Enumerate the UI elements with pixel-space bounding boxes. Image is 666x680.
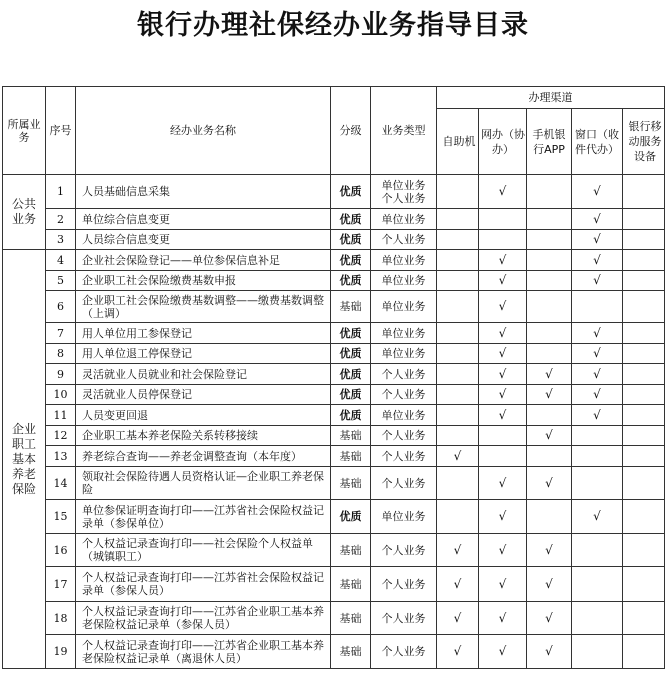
table-row [3,426,665,446]
seq-cell: 18 [46,602,76,635]
channel-2-cell [479,467,527,500]
service-name-cell: 人员基础信息采集 [76,175,331,209]
channel-2-cell [479,635,527,669]
channel-3-cell [527,271,572,291]
seq-cell: 4 [46,250,76,271]
channel-1-cell [437,635,479,669]
header-level: 分级 [331,87,371,175]
type-cell: 个人业务 [371,364,437,385]
channel-4-cell [572,323,623,344]
channel-1-cell [437,500,479,534]
table-row [3,344,665,364]
channel-1-cell [437,364,479,385]
seq-cell: 11 [46,405,76,426]
type-cell: 个人业务 [371,446,437,467]
service-name-cell: 个人权益记录查询打印——社会保险个人权益单（城镇职工） [76,534,331,567]
check-mark-icon: √ [498,366,507,381]
check-mark-icon: √ [498,407,507,422]
header-type: 业务类型 [371,87,437,175]
table-row [3,175,665,209]
level-cell: 优质 [331,323,371,344]
check-mark-icon: √ [593,407,601,422]
check-mark-icon: √ [593,346,601,360]
channel-5-cell [623,567,665,602]
check-mark-icon: √ [593,325,601,340]
level-cell: 优质 [331,385,371,405]
channel-3-cell [527,323,572,344]
type-cell: 单位业务 [371,405,437,426]
table-row [3,230,665,250]
check-mark-icon: √ [593,232,601,246]
check-mark-icon: √ [453,542,462,557]
seq-cell: 1 [46,175,76,209]
channel-5-cell [623,175,665,209]
channel-5-cell [623,291,665,323]
channel-3-cell [527,175,572,209]
channel-1-cell [437,271,479,291]
check-mark-icon: √ [498,542,507,557]
check-mark-icon: √ [498,325,507,340]
channel-3-cell [527,344,572,364]
channel-5-cell [623,230,665,250]
channel-5-cell [623,405,665,426]
type-cell: 个人业务 [371,467,437,500]
service-name-cell: 人员综合信息变更 [76,230,331,250]
channel-3-cell [527,364,572,385]
channel-5-cell [623,426,665,446]
channel-2-cell [479,567,527,602]
channel-5-cell [623,635,665,669]
seq-cell: 2 [46,209,76,230]
service-name-cell: 单位参保证明查询打印——江苏省社会保险权益记录单（参保单位） [76,500,331,534]
channel-5-cell [623,500,665,534]
channel-3-cell [527,602,572,635]
check-mark-icon: √ [453,576,462,591]
level-cell: 优质 [331,175,371,209]
check-mark-icon: √ [545,475,553,490]
check-mark-icon: √ [498,610,507,625]
channel-2-cell [479,426,527,446]
level-cell: 基础 [331,567,371,602]
channel-3-cell [527,426,572,446]
check-mark-icon: √ [545,428,553,442]
channel-5-cell [623,250,665,271]
service-name-cell: 灵活就业人员停保登记 [76,385,331,405]
level-cell: 优质 [331,250,371,271]
level-cell: 优质 [331,209,371,230]
type-cell: 个人业务 [371,230,437,250]
table-row [3,323,665,344]
channel-2-cell [479,271,527,291]
channel-4-cell [572,291,623,323]
header-category: 所属业务 [3,87,46,175]
channel-1-cell [437,426,479,446]
channel-3-cell [527,291,572,323]
table-row [3,534,665,567]
table-row [3,635,665,669]
check-mark-icon: √ [498,509,507,523]
service-name-cell: 企业职工社会保险缴费基数调整——缴费基数调整（上调） [76,291,331,323]
category-cell: 企业职工基本养老保险 [3,250,46,669]
type-cell: 单位业务 [371,291,437,323]
channel-5-cell [623,271,665,291]
type-cell: 个人业务 [371,635,437,669]
header-channel-3: 手机银行APP [527,109,572,175]
table-row [3,500,665,534]
seq-cell: 3 [46,230,76,250]
type-cell: 个人业务 [371,385,437,405]
channel-3-cell [527,500,572,534]
channel-5-cell [623,602,665,635]
level-cell: 基础 [331,534,371,567]
channel-1-cell [437,567,479,602]
service-name-cell: 灵活就业人员就业和社会保险登记 [76,364,331,385]
table-row [3,271,665,291]
channel-1-cell [437,230,479,250]
level-cell: 基础 [331,291,371,323]
seq-cell: 5 [46,271,76,291]
check-mark-icon: √ [593,387,601,401]
channel-3-cell [527,534,572,567]
channel-4-cell [572,344,623,364]
service-name-cell: 企业职工社会保险缴费基数申报 [76,271,331,291]
channel-1-cell [437,467,479,500]
check-mark-icon: √ [498,252,507,267]
service-name-cell: 企业职工基本养老保险关系转移接续 [76,426,331,446]
channel-4-cell [572,250,623,271]
channel-1-cell [437,385,479,405]
channel-5-cell [623,385,665,405]
seq-cell: 19 [46,635,76,669]
channel-5-cell [623,344,665,364]
seq-cell: 14 [46,467,76,500]
type-cell: 单位业务 [371,271,437,291]
check-mark-icon: √ [498,387,507,401]
service-name-cell: 领取社会保险待遇人员资格认证—企业职工养老保险 [76,467,331,500]
check-mark-icon: √ [593,366,601,381]
channel-2-cell [479,405,527,426]
seq-cell: 16 [46,534,76,567]
service-name-cell: 个人权益记录查询打印——江苏省社会保险权益记录单（参保人员） [76,567,331,602]
channel-4-cell [572,635,623,669]
table-row [3,291,665,323]
channel-1-cell [437,344,479,364]
check-mark-icon: √ [545,576,553,591]
channel-1-cell [437,175,479,209]
channel-3-cell [527,567,572,602]
channel-3-cell [527,250,572,271]
channel-5-cell [623,534,665,567]
channel-4-cell [572,271,623,291]
channel-4-cell [572,364,623,385]
channel-2-cell [479,364,527,385]
service-name-cell: 个人权益记录查询打印——江苏省企业职工基本养老保险权益记录单（参保人员） [76,602,331,635]
header-channel-4: 窗口（收件代办） [572,109,623,175]
channel-3-cell [527,467,572,500]
service-name-cell: 用人单位退工停保登记 [76,344,331,364]
channel-3-cell [527,635,572,669]
header-channel-5: 银行移动服务设备 [623,109,665,175]
level-cell: 基础 [331,426,371,446]
channel-1-cell [437,209,479,230]
check-mark-icon: √ [545,387,553,401]
channel-4-cell [572,175,623,209]
level-cell: 优质 [331,364,371,385]
channel-4-cell [572,567,623,602]
seq-cell: 15 [46,500,76,534]
table-row [3,209,665,230]
level-cell: 基础 [331,602,371,635]
channel-4-cell [572,446,623,467]
channel-2-cell [479,602,527,635]
service-name-cell: 用人单位用工参保登记 [76,323,331,344]
check-mark-icon: √ [498,576,507,591]
channel-1-cell [437,602,479,635]
channel-5-cell [623,446,665,467]
type-cell: 单位业务 [371,250,437,271]
channel-1-cell [437,250,479,271]
check-mark-icon: √ [545,542,553,557]
type-cell: 单位业务 [371,344,437,364]
channel-2-cell [479,385,527,405]
check-mark-icon: √ [498,644,507,658]
check-mark-icon: √ [453,644,462,658]
channel-3-cell [527,405,572,426]
table-row [3,567,665,602]
seq-cell: 12 [46,426,76,446]
header-channel-2: 网办（协办） [479,109,527,175]
check-mark-icon: √ [593,252,601,267]
type-cell: 单位业务 [371,500,437,534]
check-mark-icon: √ [593,184,601,198]
check-mark-icon: √ [545,366,553,381]
channel-2-cell [479,344,527,364]
channel-2-cell [479,446,527,467]
channel-3-cell [527,230,572,250]
check-mark-icon: √ [498,346,507,360]
channel-1-cell [437,446,479,467]
table-row [3,602,665,635]
level-cell: 优质 [331,230,371,250]
channel-4-cell [572,426,623,446]
channel-2-cell [479,500,527,534]
type-cell: 单位业务 个人业务 [371,175,437,209]
channel-2-cell [479,230,527,250]
channel-1-cell [437,323,479,344]
type-cell: 个人业务 [371,534,437,567]
check-mark-icon: √ [498,299,507,313]
channel-4-cell [572,230,623,250]
type-cell: 个人业务 [371,567,437,602]
check-mark-icon: √ [498,475,507,490]
check-mark-icon: √ [593,211,601,226]
seq-cell: 9 [46,364,76,385]
channel-4-cell [572,534,623,567]
check-mark-icon: √ [453,448,462,463]
channel-4-cell [572,385,623,405]
seq-cell: 17 [46,567,76,602]
seq-cell: 8 [46,344,76,364]
level-cell: 基础 [331,635,371,669]
level-cell: 基础 [331,446,371,467]
type-cell: 个人业务 [371,426,437,446]
category-cell: 公共业务 [3,175,46,250]
header-channel-1: 自助机 [437,109,479,175]
channel-5-cell [623,323,665,344]
type-cell: 个人业务 [371,602,437,635]
table-row [3,405,665,426]
seq-cell: 7 [46,323,76,344]
header-seq: 序号 [46,87,76,175]
channel-2-cell [479,323,527,344]
channel-3-cell [527,209,572,230]
service-name-cell: 单位综合信息变更 [76,209,331,230]
check-mark-icon: √ [593,509,601,523]
channel-3-cell [527,446,572,467]
table-row [3,364,665,385]
table-row [3,385,665,405]
channel-4-cell [572,500,623,534]
type-cell: 单位业务 [371,209,437,230]
channel-1-cell [437,405,479,426]
level-cell: 基础 [331,467,371,500]
level-cell: 优质 [331,344,371,364]
channel-2-cell [479,209,527,230]
channel-2-cell [479,250,527,271]
service-name-cell: 个人权益记录查询打印——江苏省企业职工基本养老保险权益记录单（离退休人员） [76,635,331,669]
check-mark-icon: √ [545,610,553,625]
channel-5-cell [623,467,665,500]
service-name-cell: 养老综合查询——养老金调整查询（本年度） [76,446,331,467]
check-mark-icon: √ [593,273,601,287]
table-row [3,250,665,271]
seq-cell: 10 [46,385,76,405]
channel-4-cell [572,405,623,426]
page-title: 银行办理社保经办业务指导目录 [137,10,529,41]
level-cell: 优质 [331,271,371,291]
header-name: 经办业务名称 [76,87,331,175]
channel-1-cell [437,534,479,567]
channel-3-cell [527,385,572,405]
type-cell: 单位业务 [371,323,437,344]
service-name-cell: 人员变更回退 [76,405,331,426]
channel-5-cell [623,364,665,385]
channel-4-cell [572,467,623,500]
check-mark-icon: √ [498,273,507,287]
channel-2-cell [479,175,527,209]
check-mark-icon: √ [453,610,462,625]
table-row [3,467,665,500]
seq-cell: 13 [46,446,76,467]
seq-cell: 6 [46,291,76,323]
service-name-cell: 企业社会保险登记——单位参保信息补足 [76,250,331,271]
channel-5-cell [623,209,665,230]
channel-4-cell [572,209,623,230]
header-channels-group: 办理渠道 [437,87,665,109]
channel-2-cell [479,291,527,323]
level-cell: 优质 [331,500,371,534]
table-row [3,446,665,467]
channel-4-cell [572,602,623,635]
check-mark-icon: √ [545,644,553,658]
channel-1-cell [437,291,479,323]
service-directory-table [2,86,665,669]
check-mark-icon: √ [498,184,507,198]
level-cell: 优质 [331,405,371,426]
channel-2-cell [479,534,527,567]
